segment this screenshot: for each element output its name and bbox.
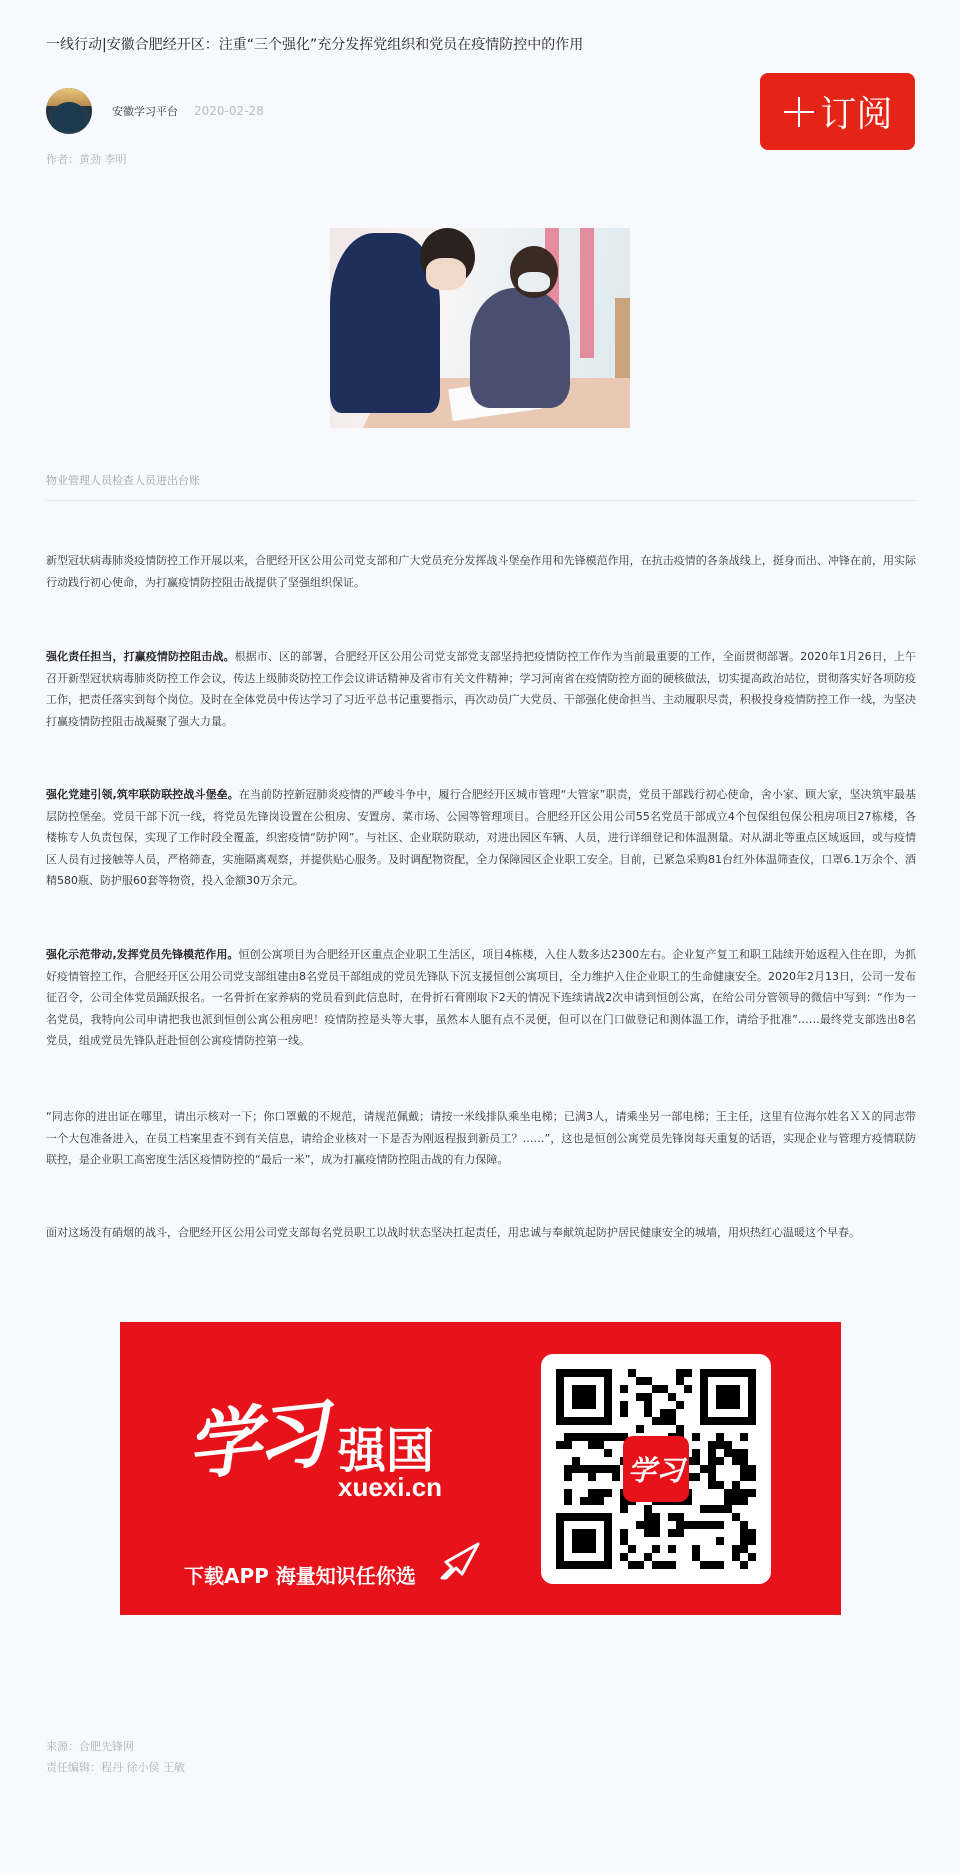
footer-source	[46, 1736, 185, 1757]
article-photo	[330, 228, 630, 428]
source-name[interactable]: 安徽学习平台	[112, 105, 178, 118]
footer-source-value[interactable]: 合肥先锋网	[79, 1740, 134, 1753]
subscribe-button[interactable]	[760, 73, 915, 150]
paragraph-1	[46, 550, 916, 593]
paragraph-text: 在当前防控新冠肺炎疫情的严峻斗争中，履行合肥经开区城市管理“大管家”职责，党员干部践行初心使命，舍小家、顾大家，坚决筑牢最基层防控堡垒。党员干部下沉一线，将党员先锋岗设置在公租房、安置房、菜市场、公园等管理项目。合肥经开区公用公司55名党员干部成立4个包保组包保公租房项目27栋楼，各楼栋专人负责包保，实现了工作时段全覆盖，织密疫情“防护网”。与社区、企业联防联动，对进出园区车辆、人员，进行详细登记和体温测量。对从湖北等重点区域返回，或与疫情区人员有过接触等人员，严格筛查，实施隔离观察，并提供贴心服务。及时调配物资配，全力保障园区企业职工安全。目前，已紧急采购81台红外体温筛查仪，口罩6.1万余个、酒精580瓶、防护服60套等物资，投入金额30万余元。	[46, 788, 916, 887]
subscribe-label: 订阅	[820, 94, 893, 135]
footer-source-label: 来源：	[46, 1740, 79, 1753]
qr-code[interactable]	[541, 1354, 771, 1584]
paragraph-4	[46, 944, 916, 1052]
paragraph-text: 恒创公寓项目为合肥经开区重点企业职工生活区，项目4栋楼，入住人数多达2300左右。企业复产复工和职工陆续开始返程入住在即，为抓好疫情管控工作，合肥经开区公用公司党支部组建由8名党员干部组成的党员先锋队下沉支援恒创公寓项目，全力维护入住企业职工的生命健康安全。2020年2月13日，公司一发布征召令，公司全体党员踊跃报名。一名骨折在家养病的党员看到此信息时，在骨折石膏刚取下2天的情况下连续请战2次申请到恒创公寓，在给公司分管领导的微信中写到：“作为一名党员，我特向公司申请把我也派到恒创公寓公租房吧！疫情防控是头等大事，虽然本人腿有点不灵便，但可以在门口做登记和测体温工作，请给予批准”……最终党支部选出8名党员，组成党员先锋队赶赴恒创公寓疫情防控第一线。	[46, 948, 916, 1047]
authors-label: 作者：	[46, 153, 79, 166]
source-avatar[interactable]	[46, 88, 92, 134]
paragraph-text: 面对这场没有硝烟的战斗，合肥经开区公用公司党支部每名党员职工以战时状态坚决扛起责任，用忠诚与奉献筑起防护居民健康安全的城墙，用炽热红心温暖这个早春。	[46, 1226, 860, 1239]
xuexi-download-banner[interactable]	[120, 1322, 841, 1615]
arrow-icon	[438, 1538, 490, 1582]
banner-slogan: 下载APP 海量知识任你选	[184, 1564, 416, 1588]
brand-url: xuexi.cn	[338, 1472, 443, 1502]
footer-editors	[46, 1757, 185, 1778]
article-footer	[46, 1736, 185, 1778]
paragraph-text: “同志你的进出证在哪里，请出示核对一下；你口罩戴的不规范，请规范佩戴；请按一米线排队乘坐电梯；已满3人，请乘坐另一部电梯；王主任，这里有位海尔姓名ＸＸ的同志带一个大包准备进入，在员工档案里查不到有关信息，请给企业核对一下是否为刚返程报到新员工？……”，这也是恒创公寓党员先锋岗每天重复的话语，实现企业与管理方疫情联防联控，是企业职工高密度生活区疫情防控的“最后一米”，成为打赢疫情防控阻击战的有力保障。	[46, 1110, 916, 1166]
paragraph-2	[46, 646, 916, 732]
photo-cardboard-box	[615, 298, 630, 378]
authors-names: 黄劲 李明	[79, 153, 127, 166]
paragraph-3	[46, 784, 916, 892]
author-row	[46, 88, 546, 134]
publish-date: 2020-02-28	[194, 104, 264, 118]
article-title: 一线行动|安徽合肥经开区：注重“三个强化”充分发挥党组织和党员在疫情防控中的作用	[46, 37, 584, 53]
photo-tent-stripe	[580, 228, 594, 358]
footer-editor-label: 责任编辑：	[46, 1761, 101, 1774]
paragraph-6	[46, 1222, 916, 1244]
brand-name: 强国	[338, 1423, 435, 1479]
paragraph-lead: 强化党建引领,筑牢联防联控战斗堡垒。	[46, 788, 239, 801]
brand-script-logo: 学习	[182, 1391, 327, 1491]
paragraph-text: 新型冠状病毒肺炎疫情防控工作开展以来，合肥经开区公用公司党支部和广大党员充分发挥战斗堡垒作用和先锋模范作用，在抗击疫情的各条战线上，挺身而出、冲锋在前，用实际行动践行初心使命，为打赢疫情防控阻击战提供了坚强组织保证。	[46, 554, 916, 589]
footer-editor-value: 程丹 徐小侯 王敏	[101, 1761, 185, 1774]
paragraph-text: 根据市、区的部署，合肥经开区公用公司党支部党支部坚持把疫情防控工作作为当前最重要的工作，全面贯彻部署。2020年1月26日，上午召开新型冠状病毒肺炎防控工作会议，传达上级肺炎防控工作会议讲话精神及省市有关文件精神；学习河南省在疫情防控方面的硬核做法，切实提高政治站位，贯彻落实好各项防疫工作，把责任落实到每个岗位。及时在全体党员中传达学习了习近平总书记重要指示，再次动员广大党员、干部强化使命担当、主动履职尽责，积极投身疫情防控工作一线，为坚决打赢疫情防控阻击战凝聚了强大力量。	[46, 650, 916, 728]
qr-center-logo: 学习	[623, 1436, 689, 1502]
photo-woman-mask	[518, 272, 550, 292]
article-authors	[46, 151, 127, 167]
photo-person-woman	[470, 288, 570, 408]
photo-man-face	[426, 258, 466, 290]
paragraph-lead: 强化责任担当，打赢疫情防控阻击战。	[46, 650, 235, 663]
avatar-hill	[52, 102, 86, 132]
paragraph-lead: 强化示范带动,发挥党员先锋模范作用。	[46, 948, 239, 961]
image-caption: 物业管理人员检查人员进出台账	[46, 472, 916, 501]
paragraph-5	[46, 1106, 916, 1171]
plus-icon	[782, 95, 816, 129]
